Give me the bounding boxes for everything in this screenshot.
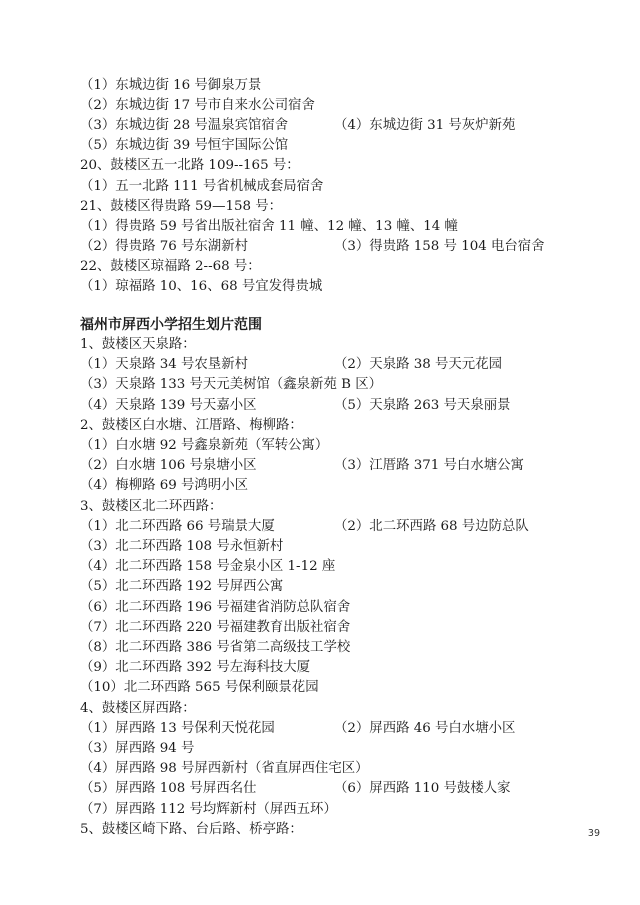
address-entry: 2、鼓楼区白水塘、江厝路、梅柳路： <box>80 417 303 433</box>
address-entry: （2）白水塘 106 号泉塘小区 <box>80 458 257 474</box>
list-line <box>80 257 600 277</box>
address-entry: （1）屏西路 13 号保利天悦花园 <box>80 720 275 736</box>
address-entry: （5）天泉路 263 号天泉丽景 <box>334 397 511 413</box>
address-entry: （2）北二环西路 68 号边防总队 <box>334 518 529 534</box>
list-line <box>80 96 600 116</box>
address-entry: （7）北二环西路 220 号福建教育出版社宿舍 <box>80 619 351 635</box>
address-entry: （1）北二环西路 66 号瑞景大厦 <box>80 518 275 534</box>
list-line <box>80 476 600 496</box>
list-line <box>80 820 600 840</box>
list-line <box>80 396 600 416</box>
address-entry: （6）屏西路 110 号鼓楼人家 <box>334 781 511 797</box>
address-entry: （3）东城边街 28 号温泉宾馆宿舍 <box>80 118 289 134</box>
list-line <box>80 759 600 779</box>
address-entry: （4）天泉路 139 号天嘉小区 <box>80 397 257 413</box>
address-entry: （3）江厝路 371 号白水塘公寓 <box>334 458 524 474</box>
address-entry: （3）屏西路 94 号 <box>80 741 195 756</box>
list-line <box>80 658 600 678</box>
list-line <box>80 699 600 719</box>
address-entry: （8）北二环西路 386 号省第二高级技工学校 <box>80 640 351 655</box>
list-line <box>80 598 600 618</box>
address-entry: （1）天泉路 34 号农垦新村 <box>80 357 248 373</box>
list-line <box>80 436 600 456</box>
list-line <box>80 779 600 799</box>
address-entry: （1）东城边街 16 号御泉万景 <box>80 78 262 93</box>
list-line <box>80 217 600 237</box>
list-line <box>80 237 600 257</box>
list-line <box>80 497 600 517</box>
list-line <box>80 76 600 96</box>
list-line <box>80 557 600 577</box>
address-entry: （3）得贵路 158 号 104 电台宿舍 <box>334 238 545 254</box>
list-line <box>80 177 600 197</box>
list-line <box>80 197 600 217</box>
address-entry: （5）东城边街 39 号恒宇国际公馆 <box>80 138 289 154</box>
address-entry: （2）得贵路 76 号东湖新村 <box>80 238 248 254</box>
address-entry: （10）北二环西路 565 号保利颐景花园 <box>80 680 319 696</box>
address-entry: （4）东城边街 31 号灰炉新苑 <box>334 118 516 134</box>
address-entry: 21、鼓楼区得贵路 59—158 号： <box>80 198 283 214</box>
list-line <box>80 719 600 739</box>
address-entry: （4）北二环西路 158 号金泉小区 1-12 座 <box>80 559 336 575</box>
list-line <box>80 678 600 698</box>
address-entry: 1、鼓楼区天泉路： <box>80 337 196 352</box>
address-entry: （5）北二环西路 192 号屏西公寓 <box>80 579 284 595</box>
address-entry: （2）天泉路 38 号天元花园 <box>334 357 502 373</box>
list-line <box>80 537 600 557</box>
address-entry: （5）屏西路 108 号屏西名仕 <box>80 781 257 797</box>
address-entry: （1）琼福路 10、16、68 号宜发得贵城 <box>80 279 323 294</box>
list-line <box>80 156 600 176</box>
address-entry: （9）北二环西路 392 号左海科技大厦 <box>80 660 311 676</box>
list-line <box>80 638 600 658</box>
list-line <box>80 577 600 597</box>
address-entry: （2）东城边街 17 号市自来水公司宿舍 <box>80 98 315 114</box>
list-line <box>80 800 600 820</box>
address-entry: （2）屏西路 46 号白水塘小区 <box>334 720 516 736</box>
address-entry: （6）北二环西路 196 号福建省消防总队宿舍 <box>80 599 351 615</box>
list-line <box>80 375 600 395</box>
list-line <box>80 355 600 375</box>
list-line <box>80 739 600 759</box>
address-entry: （4）屏西路 98 号屏西新村（省直屏西住宅区） <box>80 761 369 777</box>
list-line <box>80 618 600 638</box>
address-entry: 4、鼓楼区屏西路： <box>80 700 196 716</box>
list-line <box>80 416 600 436</box>
address-entry: 20、鼓楼区五一北路 109--165 号： <box>80 158 300 174</box>
address-entry: （7）屏西路 112 号均辉新村（屏西五环） <box>80 801 337 817</box>
address-entry: 22、鼓楼区琼福路 2--68 号： <box>80 258 261 274</box>
list-line <box>80 517 600 537</box>
list-line <box>80 335 600 355</box>
address-entry: （1）得贵路 59 号省出版社宿舍 11 幢、12 幢、13 幢、14 幢 <box>80 218 458 234</box>
address-entry: 5、鼓楼区崎下路、台后路、桥亭路： <box>80 821 303 837</box>
section-heading: 福州市屏西小学招生划片范围 <box>80 317 262 333</box>
list-line <box>80 116 600 136</box>
address-entry: （3）天泉路 133 号天元美树馆（鑫泉新苑 B 区） <box>80 377 382 393</box>
list-line <box>80 277 600 297</box>
address-entry: （1）白水塘 92 号鑫泉新苑（军转公寓） <box>80 438 329 453</box>
list-line <box>80 136 600 156</box>
address-entry: 3、鼓楼区北二环西路： <box>80 498 223 514</box>
page-number: 39 <box>587 828 600 839</box>
address-entry: （3）北二环西路 108 号永恒新村 <box>80 539 284 554</box>
address-entry: （1）五一北路 111 号省机械成套局宿舍 <box>80 178 324 194</box>
address-entry: （4）梅柳路 69 号鸿明小区 <box>80 478 248 494</box>
list-line <box>80 456 600 476</box>
